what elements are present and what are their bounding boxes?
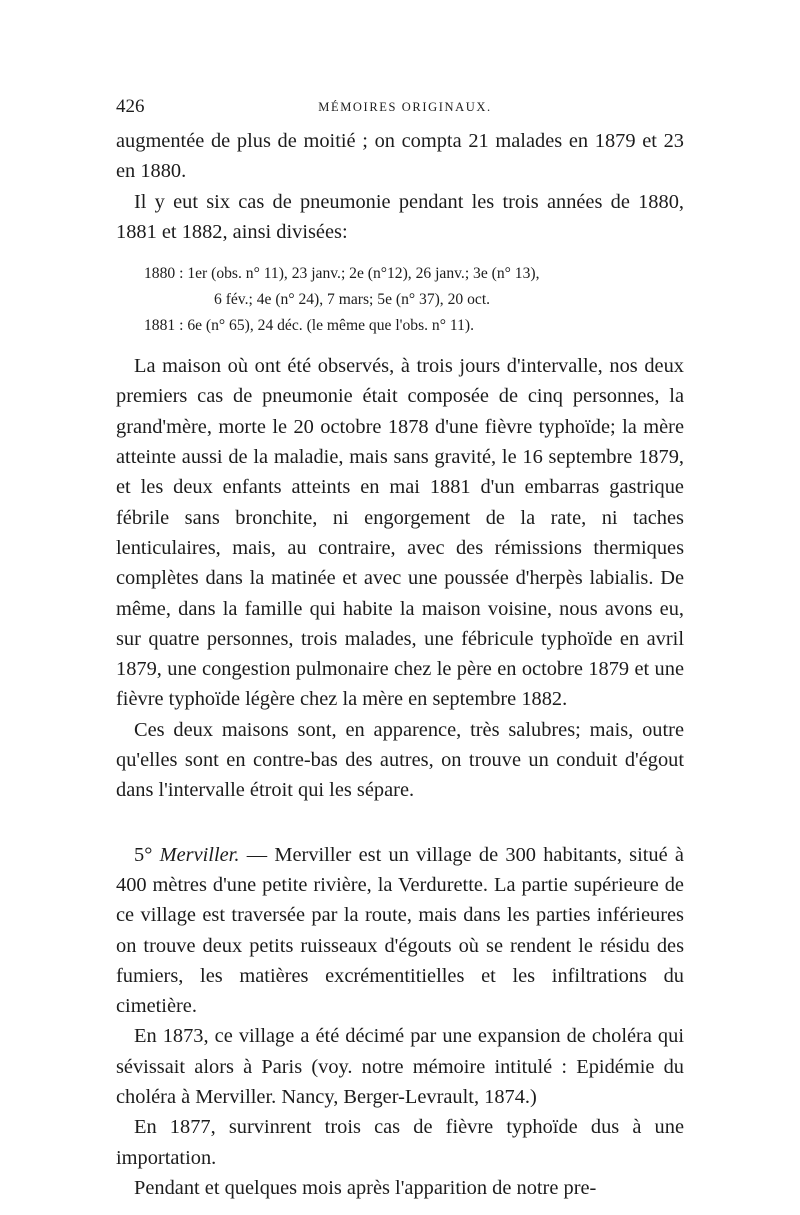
paragraph-8: Pendant et quelques mois après l'apparition de notre pre- — [134, 1176, 597, 1199]
pneumonia-case-list — [116, 261, 684, 339]
paragraph-merviller — [116, 840, 684, 1022]
list-line-1881: 1881 : 6e (n° 65), 24 déc. (le même que l'obs. n° 11). — [144, 317, 474, 335]
paragraph-1: augmentée de plus de moitié ; on compta 21 malades en 1879 et 23 en 1880. — [116, 130, 684, 183]
paragraph-7: En 1877, survinrent trois cas de fièvre typhoïde dus à une importation. — [116, 1116, 684, 1169]
running-title: MÉMOIRES ORIGINAUX. — [318, 100, 492, 114]
running-header — [116, 96, 684, 126]
section-number: 5° — [134, 843, 153, 866]
list-line-1880-continued: 6 fév.; 4e (n° 24), 7 mars; 5e (n° 37), 20 oct. — [214, 291, 491, 309]
paragraph-4: Ces deux maisons sont, en apparence, très salubres; mais, outre qu'elles sont en contre-bas des autres, on trouve un conduit d'égout dans l'intervalle étroit qui les sépare. — [116, 718, 684, 802]
document-page — [116, 96, 684, 1203]
page-number: 426 — [116, 96, 145, 117]
paragraph-3: La maison où ont été observés, à trois jours d'intervalle, nos deux premiers cas de pneumonie était composée de cinq personnes, la grand'mère, morte le 20 octobre 1878 d'une fièvre typhoïde; la mère atteinte aussi de la maladie, mais sans gravité, le 16 septembre 1879, et les deux enfants atteints en mai 1881 d'un embarras gastrique fébrile sans bronchite, ni engorgement de la rate, ni taches lenticulaires, mais, au contraire, avec des rémissions thermiques complètes dans la matinée et avec une poussée d'herpès labialis. De même, dans la famille qui habite la maison voisine, nous avons eu, sur quatre personnes, trois malades, une fébricule typhoïde en avril 1879, une congestion pulmonaire chez le père en octobre 1879 et une fièvre typhoïde légère chez la mère en septembre 1882. — [116, 355, 684, 711]
list-line-1880: 1880 : 1er (obs. n° 11), 23 janv.; 2e (n°12), 26 janv.; 3e (n° 13), — [144, 265, 540, 283]
section-text: — Merviller est un village de 300 habitants, situé à 400 mètres d'une petite rivière, la Verdurette. La partie supérieure de ce village est traversée par la route, mais dans les parties inférieures on trouve deux petits ruisseaux d'égouts où se rendent le résidu des fumiers, les matières excrémentitielles et les infiltrations du cimetière. — [116, 843, 684, 1018]
paragraph-6: En 1873, ce village a été décimé par une expansion de choléra qui sévissait alors à Paris (voy. notre mémoire intitulé : Epidémie du choléra à Merviller. Nancy, Berger-Levrault, 1874.) — [116, 1025, 684, 1109]
paragraph-2: Il y eut six cas de pneumonie pendant les trois années de 1880, 1881 et 1882, ainsi divisées: — [116, 190, 684, 243]
section-title: Merviller. — [159, 843, 240, 866]
